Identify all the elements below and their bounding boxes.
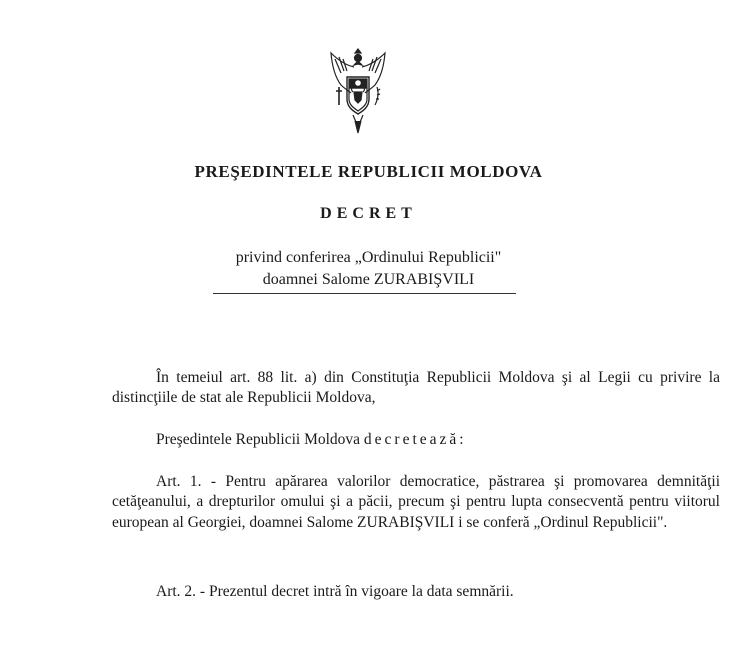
decree-intro: Preşedintele Republicii Moldova	[156, 430, 361, 448]
decree-verb: decretează:	[363, 430, 467, 448]
document-title: PREŞEDINTELE REPUBLICII MOLDOVA	[194, 162, 543, 181]
moldova-coat-of-arms-icon	[327, 47, 389, 139]
decree-statement	[112, 430, 720, 451]
subject-line-2: doamnei Salome ZURABIŞVILI	[262, 271, 475, 288]
title-underline	[213, 293, 516, 294]
preamble-paragraph: În temeiul art. 88 lit. a) din Constituţia Republicii Moldova şi al Legii cu privire la distincţiile de stat ale Republicii Moldova,	[112, 368, 720, 406]
subject-line-1: privind conferirea „Ordinului Republicii"	[235, 249, 502, 266]
document-type: DECRET	[320, 205, 417, 222]
article-1: Art. 1. - Pentru apărarea valorilor democratice, păstrarea şi promovarea demnităţii cetăţeanului, a drepturilor omului şi a păcii, precum şi pentru lupta consecventă pentru viitorul european al Georgiei, doamnei Salome ZURABIŞVILI i se conferă „Ordinul Republicii".	[112, 472, 720, 531]
article-2: Art. 2. - Prezentul decret intră în vigoare la data semnării.	[156, 582, 514, 600]
